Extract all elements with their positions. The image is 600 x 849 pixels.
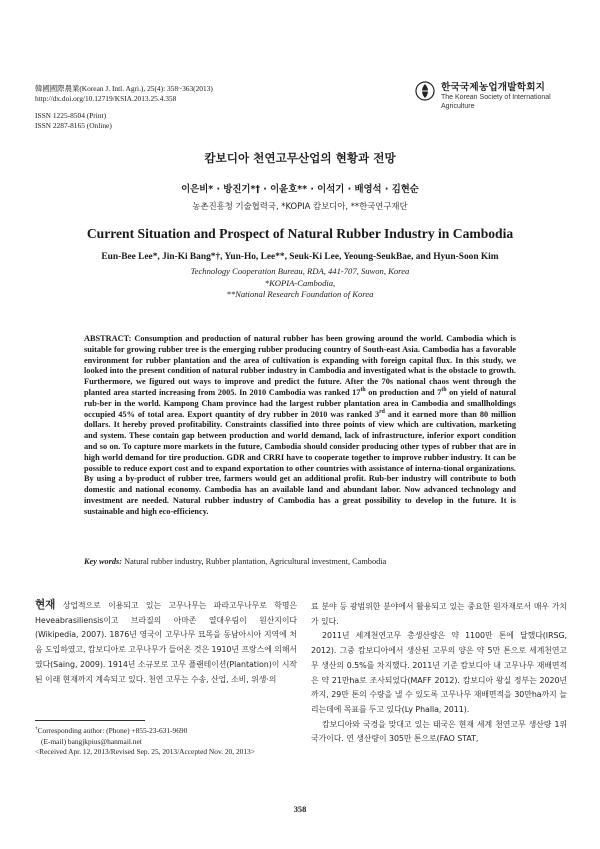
affiliation-english-line3: **National Research Foundation of Korea bbox=[226, 289, 374, 300]
body-left-paragraph-1: 상업적으로 이용되고 있는 고무나무는 파라고무나무로 학명은 Heveabrasiliensis이고 브라질의 아마존 열대우림이 원산지이다(Wikipedia, 2007). 1876년 영국이 고무나무 묘목을 동남아시아 지역에 처음 도입하였고, 캄보디아로 고무나무가 들어온 것은 1910년 프랑스에 의해서였다(Saing, 2009). 1914년 소규모로 고무 플랜테이션(Plantation)이 시작된 이래 현재까지 계속되고 있다. 천연 고무는 수송, 산업, 소비, 위생·의 bbox=[35, 601, 297, 684]
issn-print: ISSN 1225-8504 (Print) bbox=[35, 111, 107, 120]
author-email: (E-mail) bangjkpius@hanmail.net bbox=[41, 736, 142, 746]
body-left-column bbox=[35, 598, 297, 687]
abstract-sup-3: rd bbox=[379, 408, 385, 415]
issn-online: ISSN 2287-8165 (Online) bbox=[35, 121, 112, 130]
affiliation-english-line1: Technology Cooperation Bureau, RDA, 441-707, Suwon, Korea bbox=[190, 266, 410, 276]
journal-citation: 韓國國際農業(Korean J. Intl. Agri.), 25(4): 358~363(2013) bbox=[35, 84, 213, 93]
abstract-sup-1: th bbox=[360, 387, 366, 394]
abstract-text-2: on production and 7 bbox=[365, 387, 442, 397]
abstract-text-3: on yield of natural rub-ber in the world. Kampong Cham province had the largest rubber plantation area in Cambodia and smallholdings occupied 45% of total area. Export quantity of dry rubber in 2010 was ranked 3 bbox=[84, 387, 516, 419]
authors-korean: 이은비* · 방진기*† · 이윤호** · 이석기 · 배영석 · 김현순 bbox=[181, 184, 419, 195]
body-right-paragraph-3: 캄보디아와 국경을 맞대고 있는 태국은 현재 세계 천연고무 생산량 1위 국가이다. 연 생산량이 305만 톤으로(FAO STAT, bbox=[311, 719, 567, 744]
corresponding-author: Corresponding author: (Phone) +855-23-631-9690 bbox=[37, 726, 188, 735]
society-emblem-icon bbox=[415, 81, 435, 101]
society-name-kr: 한국국제농업개발학회지 bbox=[441, 82, 546, 93]
doi-link[interactable]: http://dx.doi.org/10.12719/KSIA.2013.25.4.358 bbox=[35, 94, 177, 103]
affiliation-english bbox=[0, 266, 600, 301]
abstract-text-1: Consumption and production of natural rubber has been growing around the world. Cambodia which is suitable for growing rubber tree is the emerging rubber producing country of South-east Asia. Cambodia has a favorable environment for rubber plantation and the area of cultivation is expanding with foreign capital flux. In this study, we looked into the present condition of natural rubber industry in Cambodia and investigated what is the obstacle to growth. Furthermore, we figured out ways to improve and predict the future. After the 70s national chaos went through the planted area started increasing from 2005. In 2010 Cambodia was ranked 17 bbox=[84, 334, 516, 397]
keywords-text: Natural rubber industry, Rubber plantation, Agricultural investment, Cambodia bbox=[122, 557, 387, 566]
society-logo bbox=[415, 79, 575, 117]
authors-english: Eun-Bee Lee*, Jin-Ki Bang*†, Yun-Ho, Lee**, Seuk-Ki Lee, Yeoung-SeukBae, and Hyun-Soon Kim bbox=[101, 252, 499, 262]
keywords bbox=[84, 557, 516, 568]
keywords-label: Key words: bbox=[84, 557, 123, 566]
page-number: 358 bbox=[293, 805, 307, 814]
abstract-label: ABSTRACT: bbox=[84, 334, 132, 343]
abstract-text-4: and it earned more than 80 million dollars. It hereby proved profitability. Constraints classified into three points of view which are cultivation, marketing and system. These contain gap between production and world demand, lack of infrastructure, inferior export condition and so on. To capture more markets in the future, Cambodia should consider producing other types of rubber that are in high world demand for tire production. GDR and CRRI have to cooperate together to improve rubber industry. It can be possible to reduce export cost and to expand exportation to other countries with assistance of interna-tional organizations. By using a by-product of rubber tree, farmers would get an additional profit. Rub-ber industry will contribute to both domestic and national economy. Cambodia has an available land and abundant labor. Now advanced technology and investment are needed. Natural rubber industry of Cambodia has a great possibility to develop in the future. It is sustainable and high eco-efficiency. bbox=[84, 409, 516, 516]
footnote-rule bbox=[35, 720, 145, 721]
dagger-mark: † bbox=[35, 725, 38, 732]
body-lead-word: 현재 bbox=[35, 599, 56, 611]
abstract-sup-2: th bbox=[441, 387, 447, 394]
body-right-column bbox=[311, 600, 567, 747]
footnote bbox=[35, 726, 305, 758]
received-dates: <Received Apr. 12, 2013/Revised Sep. 25, 2013/Accepted Nov. 20, 2013> bbox=[35, 747, 255, 756]
title-english: Current Situation and Prospect of Natural Rubber Industry in Cambodia bbox=[86, 226, 514, 241]
title-korean: 캄보디아 천연고무산업의 현황과 전망 bbox=[204, 151, 396, 165]
body-right-paragraph-1: 료 분야 등 광범위한 분야에서 활용되고 있는 중요한 원자재로서 매우 가치가 있다. bbox=[311, 602, 567, 626]
affiliation-korean: 농촌진흥청 기술협력국, *KOPIA 캄보디아, **한국연구재단 bbox=[192, 201, 408, 211]
body-right-paragraph-2: 2011년 세계천연고무 총생산량은 약 1100만 톤에 달했다(IRSG, 2012). 그중 캄보디아에서 생산된 고무의 양은 약 5만 톤으로 세계천연고무 생산의 0.5%를 차지했다. 2011년 기준 캄보디아 내 고무나무 재배면적은 약 21만ha로 조사되었다(MAFF 2012). 캄보디아 왕실 정부는 2020년까지, 29만 톤의 수량을 낼 수 있도록 고무나무 재배면적을 30만ha까지 늘리는데에 목표를 두고 있다(Ly Phalla, 2011). bbox=[311, 631, 567, 714]
affiliation-english-line2: *KOPIA-Cambodia, bbox=[264, 277, 336, 288]
abstract bbox=[84, 334, 516, 518]
society-name-en-line1: The Korean Society of International bbox=[441, 94, 551, 101]
society-name-en-line2: Agriculture bbox=[441, 103, 475, 110]
